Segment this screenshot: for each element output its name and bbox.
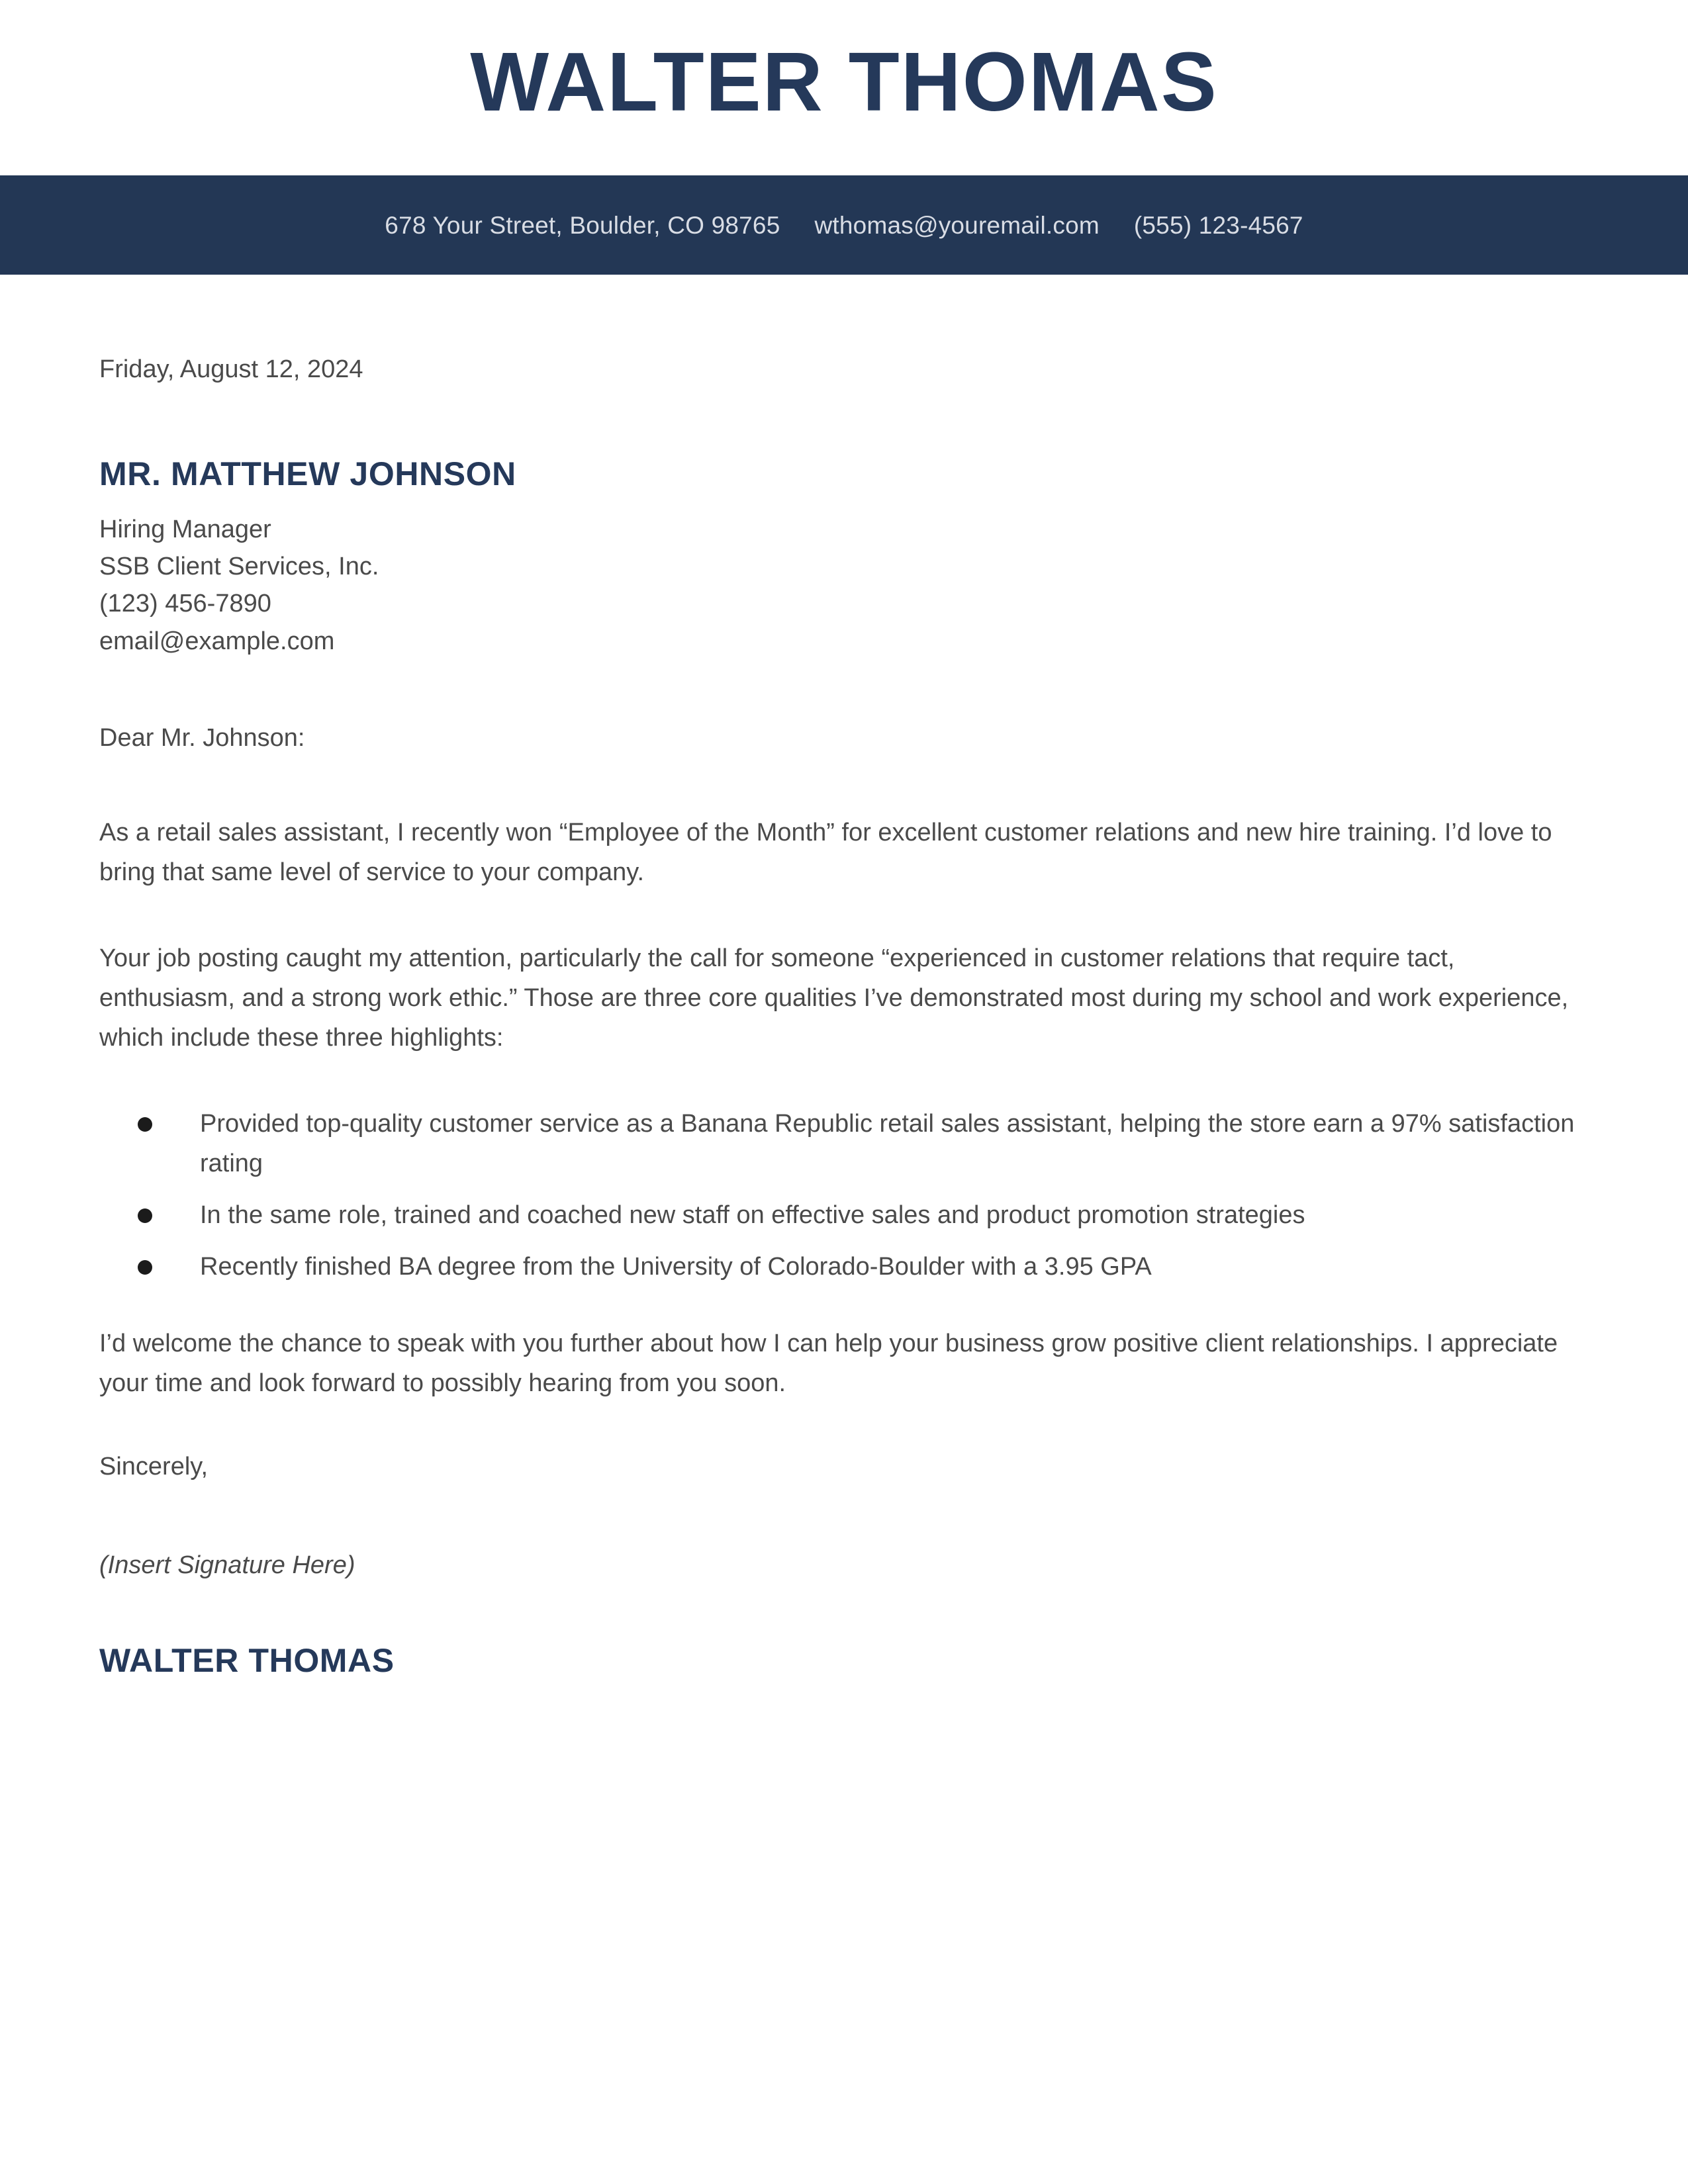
bullet-icon bbox=[138, 1208, 152, 1223]
list-item bbox=[99, 1195, 1589, 1235]
body-paragraph-1: As a retail sales assistant, I recently won “Employee of the Month” for excellent customer relations and new hire training. I’d love to bring that same level of service to your company. bbox=[99, 818, 1552, 886]
salutation: Dear Mr. Johnson: bbox=[99, 723, 305, 752]
highlight-text: Recently finished BA degree from the University of Colorado-Boulder with a 3.95 GPA bbox=[200, 1253, 1152, 1281]
contact-bar bbox=[0, 175, 1688, 275]
signature-placeholder: (Insert Signature Here) bbox=[99, 1551, 355, 1580]
recipient-block bbox=[99, 511, 1589, 660]
bullet-icon bbox=[138, 1117, 152, 1132]
highlight-text: In the same role, trained and coached new staff on effective sales and product promotion strategies bbox=[200, 1201, 1305, 1230]
contact-address: 678 Your Street, Boulder, CO 98765 bbox=[385, 211, 780, 239]
recipient-title: Hiring Manager bbox=[99, 515, 271, 543]
highlights-list bbox=[99, 1104, 1589, 1287]
closing-paragraph: I’d welcome the chance to speak with you further about how I can help your business grow positive client relationships. I appreciate your time and look forward to possibly hearing from you soon. bbox=[99, 1330, 1558, 1398]
letterhead-name: WALTER THOMAS bbox=[470, 34, 1218, 128]
recipient-name: MR. MATTHEW JOHNSON bbox=[99, 455, 516, 493]
letter-body bbox=[0, 275, 1688, 1680]
list-item bbox=[99, 1247, 1589, 1287]
recipient-email: email@example.com bbox=[99, 627, 335, 655]
recipient-phone: (123) 456-7890 bbox=[99, 590, 271, 618]
list-item bbox=[99, 1104, 1589, 1183]
highlight-text: Provided top-quality customer service as a Banana Republic retail sales assistant, helping the store earn a 97% satisfaction rating bbox=[200, 1110, 1575, 1178]
recipient-company: SSB Client Services, Inc. bbox=[99, 553, 379, 581]
contact-phone[interactable]: (555) 123-4567 bbox=[1133, 211, 1303, 239]
signature-name: WALTER THOMAS bbox=[99, 1641, 395, 1679]
contact-list bbox=[385, 213, 1303, 238]
letterhead bbox=[0, 0, 1688, 175]
letter-date: Friday, August 12, 2024 bbox=[99, 355, 363, 383]
contact-email[interactable]: wthomas@youremail.com bbox=[814, 211, 1100, 239]
bullet-icon bbox=[138, 1260, 152, 1275]
body-paragraph-2: Your job posting caught my attention, particularly the call for someone “experienced in customer relations that require tact, enthusiasm, and a strong work ethic.” Those are three core qualities I’ve demonstrated most during my school and work experience, which include these three highlights: bbox=[99, 944, 1569, 1052]
closing-salutation: Sincerely, bbox=[99, 1453, 209, 1481]
